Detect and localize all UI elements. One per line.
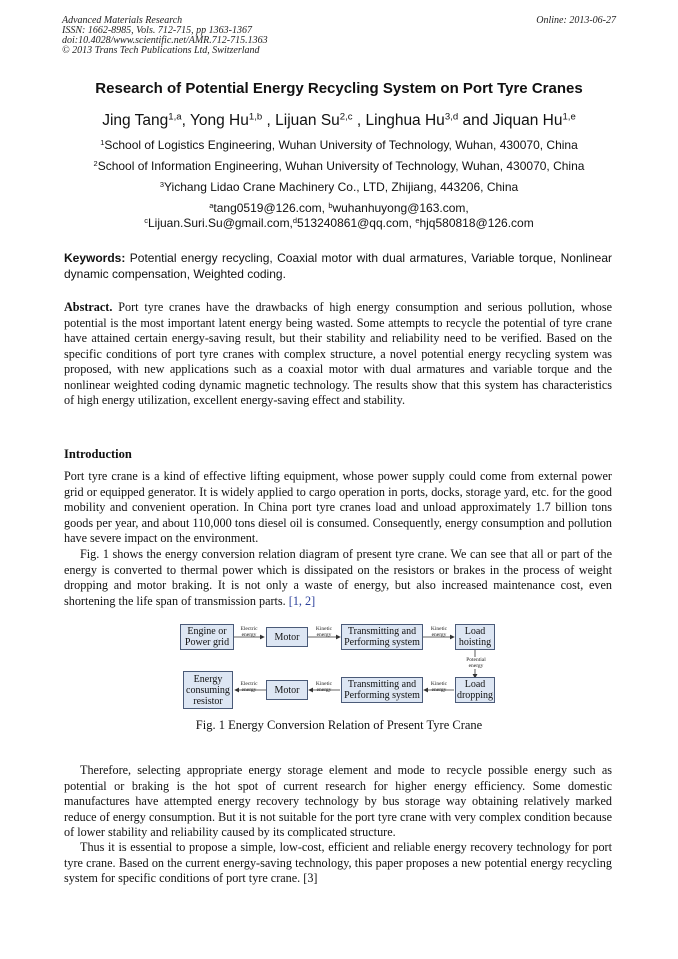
email-address: wuhanhuyong@163.com, xyxy=(332,201,469,215)
section-heading-introduction: Introduction xyxy=(64,447,132,461)
email-address: hjq580818@126.com xyxy=(419,216,534,230)
issn-line: ISSN: 1662-8985, Vols. 712-715, pp 1363-1367 xyxy=(62,25,252,36)
keywords-text: Potential energy recycling, Coaxial motor with dual armatures, Variable torque, Nonlinear dynamic compensation, Weighted coding. xyxy=(64,251,612,281)
abstract-label: Abstract. xyxy=(64,300,113,314)
email-address: Lijuan.Suri.Su@gmail.com, xyxy=(147,216,293,230)
author-sep: and xyxy=(458,112,493,129)
author-sup: 1,e xyxy=(562,111,576,123)
label-kinetic-energy: Kinetic energy xyxy=(315,626,333,638)
box-energy-resistor: Energy consuming resistor xyxy=(183,671,233,709)
author-name: Linghua Hu xyxy=(365,112,445,129)
keywords xyxy=(64,250,612,282)
doi-line: doi:10.4028/www.scientific.net/AMR.712-715.1363 xyxy=(62,35,268,46)
affiliation-text: School of Logistics Engineering, Wuhan University of Technology, Wuhan, 430070, China xyxy=(104,138,578,152)
email-sup: b xyxy=(328,200,333,210)
box-load-hoisting: Load hoisting xyxy=(455,624,495,650)
author-sup: 3,d xyxy=(444,111,459,123)
email-address: tang0519@126.com, xyxy=(213,201,329,215)
affiliation-sup: 3 xyxy=(159,179,164,189)
figure-caption: Fig. 1 Energy Conversion Relation of Present Tyre Crane xyxy=(195,718,483,732)
email-address: 513240861@qq.com, xyxy=(297,216,416,230)
box-motor-bottom: Motor xyxy=(266,680,308,700)
copyright-line: © 2013 Trans Tech Publications Ltd, Switzerland xyxy=(62,45,260,56)
label-electric-energy: Electric energy xyxy=(240,626,258,638)
author-name: Jiquan Hu xyxy=(492,112,563,129)
label-kinetic-energy: Kinetic energy xyxy=(315,681,333,693)
abstract-text: Port tyre cranes have the drawbacks of high energy consumption and serious pollution, whose potential is the most important latent energy being wasted. Some attempts to recycle the potential of tyre crane have attained certain energy-saving result, but their stability and reliability need to be verified. Based on the specific conditions of port tyre cranes with complex structure, a novel potential energy recycling system was proposed, with new applications such as a coaxial motor with dual armatures and variable torque and the nonlinear weighted coding dynamic magnetic technology. The results show that this system has characteristics of high energy utilization, excellent energy-saving effect and stability. xyxy=(64,300,612,407)
abstract xyxy=(64,300,612,409)
paper-title: Research of Potential Energy Recycling System on Port Tyre Cranes xyxy=(95,80,583,97)
email-sup: e xyxy=(415,215,420,225)
author-name: Yong Hu xyxy=(189,112,249,129)
box-transmitting-top: Transmitting and Performing system xyxy=(341,624,423,650)
online-date: Online: 2013-06-27 xyxy=(536,15,616,26)
author-sup: 1,a xyxy=(168,111,182,123)
label-electric-energy: Electric energy xyxy=(240,681,258,693)
affiliation-3 xyxy=(0,180,678,194)
email-sup: a xyxy=(209,200,214,210)
affiliation-sup: 1 xyxy=(100,137,105,147)
label-kinetic-energy: Kinetic energy xyxy=(430,626,448,638)
keywords-label: Keywords: xyxy=(64,251,126,265)
intro-paragraph-1: Port tyre crane is a kind of effective lifting equipment, whose power supply could come from external power grid or equipped generator. It is widely applied to cargo operation in ports, docks, storage yard, etc. for the good mobility and convenient operation. In China port tyre cranes load and unload approximately 1.7 billion tons goods per year, and about 110,000 tons diesel oil is consumed. Consequently, energy consumption and pollution have severe impact on the environment. xyxy=(64,469,612,545)
email-sup: d xyxy=(292,215,298,225)
intro-paragraph-2 xyxy=(64,547,612,609)
figure-1-diagram xyxy=(180,620,510,712)
email-sup: c xyxy=(144,215,148,225)
body-paragraph-4: Thus it is essential to propose a simple, low-cost, efficient and reliable energy recovery technology for port tyre crane. Based on the current energy-saving technology, this paper proposes a new potential energy recycling system for specific conditions of port tyre crane. [3] xyxy=(64,840,612,885)
box-motor-top: Motor xyxy=(266,627,308,647)
body-paragraph-3: Therefore, selecting appropriate energy storage element and mode to recycle possible energy such as potential or braking is the hot spot of current research for higher energy efficiency. Some domestic manufactures have attempted energy recovery technology by bus storage way obtaining relatively marked reduce of energy consumption. But it is not suitable for the port tyre crane with very complex condition because of lower stability and reliability caused by its complicated structure. xyxy=(64,763,612,839)
author-sep: , xyxy=(181,112,190,129)
label-kinetic-energy: Kinetic energy xyxy=(430,681,448,693)
journal-header xyxy=(62,16,268,56)
email-line-2 xyxy=(0,216,678,230)
affiliation-1 xyxy=(0,138,678,152)
author-sep: , xyxy=(262,112,276,129)
author-name: Jing Tang xyxy=(102,112,169,129)
affiliation-text: School of Information Engineering, Wuhan University of Technology, Wuhan, 430070, China xyxy=(97,159,585,173)
label-potential-energy: Potential energy xyxy=(460,657,492,669)
box-engine-power-grid: Engine or Power grid xyxy=(180,624,234,650)
box-load-dropping: Load dropping xyxy=(456,679,494,701)
author-list xyxy=(0,112,678,130)
intro-paragraph-2-text: Fig. 1 shows the energy conversion relation diagram of present tyre crane. We can see that all or part of the energy is converted to thermal power which is dissipated on the resistors or brakes in the process of weight dropping and motor braking. It is not only a waste of energy, but also increased maintenance cost, even shortening the life span of transmission parts. xyxy=(64,547,612,608)
affiliation-text: Yichang Lidao Crane Machinery Co., LTD, Zhijiang, 443206, China xyxy=(163,180,519,194)
author-sup: 1,b xyxy=(248,111,263,123)
affiliation-sup: 2 xyxy=(93,158,98,168)
journal-name: Advanced Materials Research xyxy=(62,15,183,26)
box-transmitting-bottom: Transmitting and Performing system xyxy=(341,677,423,703)
email-line-1 xyxy=(0,201,678,215)
author-name: Lijuan Su xyxy=(275,112,340,129)
author-sep: , xyxy=(352,112,366,129)
citation-link[interactable]: [1, 2] xyxy=(288,593,316,608)
affiliation-2 xyxy=(0,159,678,173)
author-sup: 2,c xyxy=(339,111,353,123)
